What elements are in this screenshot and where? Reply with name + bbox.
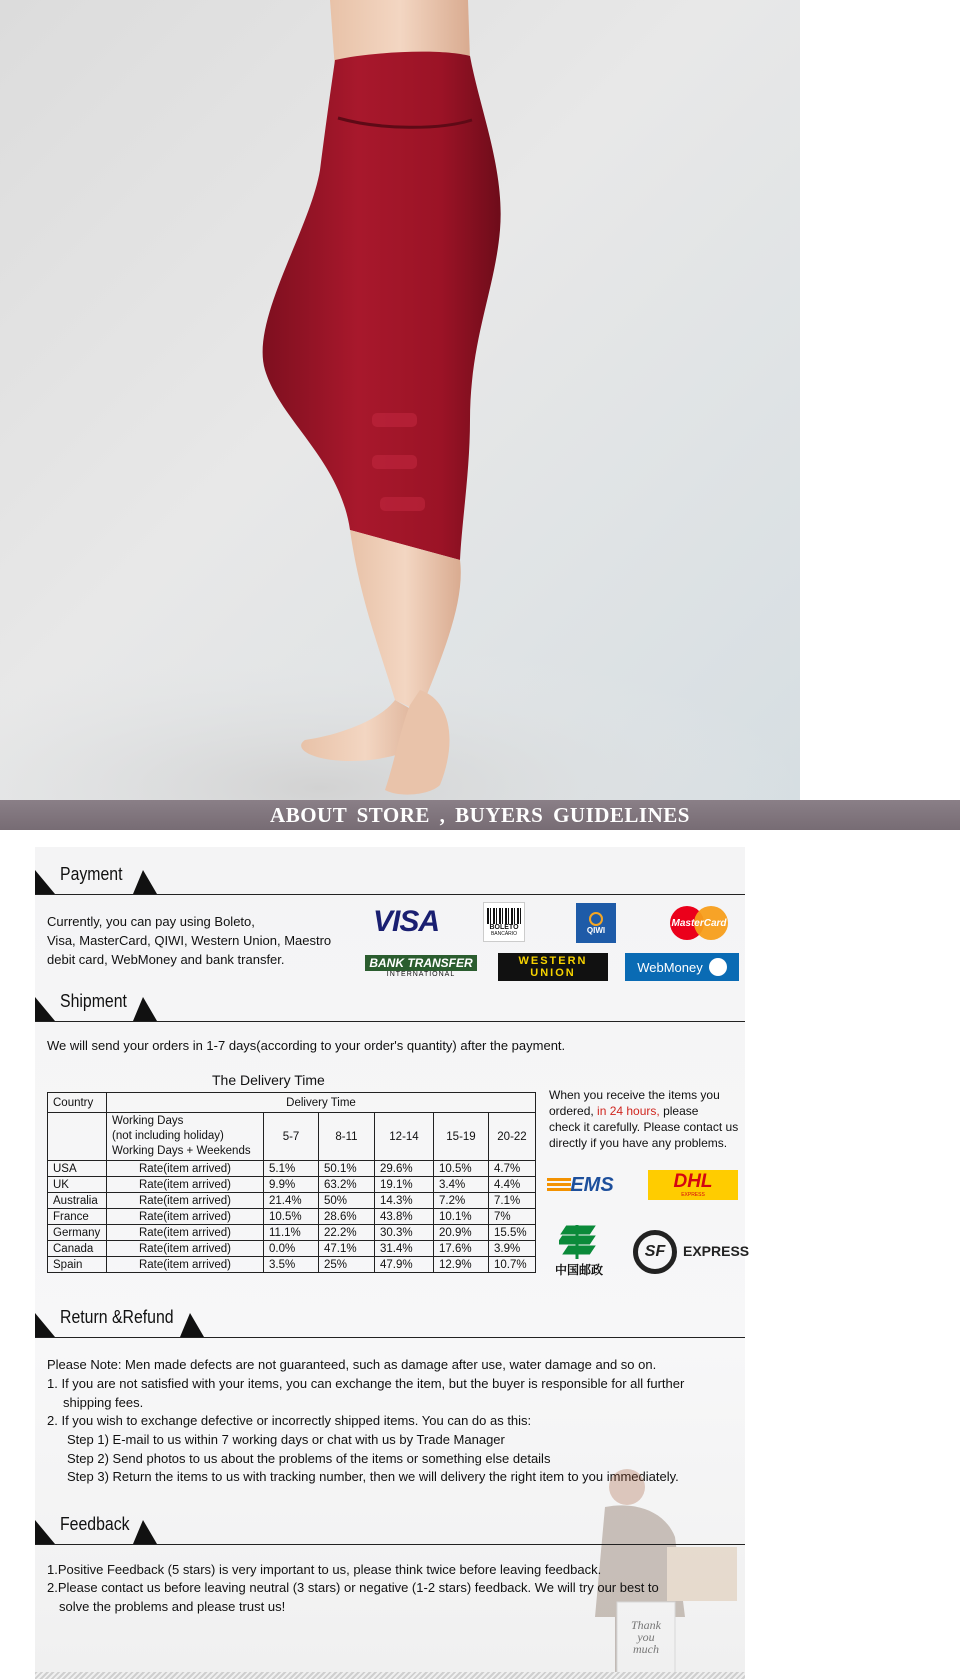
working-days-label: Working Days (not including holiday) Working Days + Weekends [107,1113,264,1161]
ems-logo: EMS [547,1172,619,1198]
divider [35,1544,745,1545]
country-cell: Australia [48,1193,107,1209]
table-row [48,1209,536,1225]
range-header: 12-14 [375,1113,434,1161]
buyer-guidelines [35,847,750,1679]
rate-value-cell: 4.4% [489,1177,536,1193]
rate-value-cell: 63.2% [319,1177,375,1193]
rate-label-cell: Rate(item arrived) [107,1209,264,1225]
triangle-icon [133,997,157,1021]
globe-icon [709,958,727,976]
rate-value-cell: 3.5% [264,1257,319,1273]
rate-label-cell: Rate(item arrived) [107,1257,264,1273]
qiwi-logo: QIWI [576,903,616,943]
table-row [48,1193,536,1209]
table-row [48,1225,536,1241]
table-row [48,1177,536,1193]
table-row [48,1161,536,1177]
rate-label-cell: Rate(item arrived) [107,1241,264,1257]
dhl-logo: DHL EXPRESS [648,1170,738,1200]
rate-value-cell: 0.0% [264,1241,319,1257]
webmoney-logo: WebMoney [625,953,739,981]
triangle-icon [35,870,55,894]
rate-value-cell: 10.7% [489,1257,536,1273]
rate-value-cell: 30.3% [375,1225,434,1241]
rate-value-cell: 9.9% [264,1177,319,1193]
feedback-item: 1.Positive Feedback (5 stars) is very important to us, please think twice before leaving feedback. [47,1562,602,1577]
rate-value-cell: 22.2% [319,1225,375,1241]
triangle-icon [35,1520,55,1544]
triangle-icon [35,997,55,1021]
rate-value-cell: 43.8% [375,1209,434,1225]
refund-item: 1. If you are not satisfied with your items, you can exchange the item, but the buyer is responsible for all further [47,1376,685,1391]
rate-value-cell: 5.1% [264,1161,319,1177]
range-header: 20-22 [489,1113,536,1161]
rate-value-cell: 17.6% [434,1241,489,1257]
rate-value-cell: 10.5% [434,1161,489,1177]
table-subheader-row [48,1113,536,1161]
rate-value-cell: 11.1% [264,1225,319,1241]
shipment-section-header [35,989,745,1021]
refund-heading: Return &Refund [60,1307,174,1327]
rate-label-cell: Rate(item arrived) [107,1161,264,1177]
rate-value-cell: 47.1% [319,1241,375,1257]
rate-value-cell: 50.1% [319,1161,375,1177]
country-cell: Germany [48,1225,107,1241]
triangle-icon [133,870,157,894]
payment-text-line: Visa, MasterCard, QIWI, Western Union, Maestro [47,933,332,948]
rate-value-cell: 14.3% [375,1193,434,1209]
delivery-table-title: The Delivery Time [212,1072,325,1088]
refund-step: Step 1) E-mail to us within 7 working days or chat with us by Trade Manager [67,1432,505,1447]
rate-label-cell: Rate(item arrived) [107,1225,264,1241]
triangle-icon [133,1520,157,1544]
payment-text-line: Currently, you can pay using Boleto, [47,914,255,929]
leggings-illustration [0,0,800,800]
refund-item-continued: shipping fees. [63,1395,144,1410]
table-header-row [48,1093,536,1113]
feedback-item: 2.Please contact us before leaving neutral (3 stars) or negative (1-2 stars) feedback. We will try our best to [47,1580,659,1595]
divider [35,1337,745,1338]
rate-value-cell: 15.5% [489,1225,536,1241]
thank-you-sign: Thank you much [631,1618,661,1656]
panel-bottom-border [35,1672,745,1679]
country-cell: Canada [48,1241,107,1257]
china-post-logo: 中国邮政 [547,1219,611,1281]
refund-note: Please Note: Men made defects are not guaranteed, such as damage after use, water damage and so on. [47,1357,657,1372]
feedback-heading: Feedback [60,1514,130,1534]
divider [35,1021,745,1022]
rate-value-cell: 7.1% [489,1193,536,1209]
triangle-icon [180,1313,204,1337]
bank-transfer-logo: BANK TRANSFER INTERNATIONAL [365,953,477,979]
mastercard-logo: MasterCard [668,904,730,942]
payment-text-line: debit card, WebMoney and bank transfer. [47,952,285,967]
feedback-section-header [35,1512,745,1544]
rate-value-cell: 7.2% [434,1193,489,1209]
rate-label-cell: Rate(item arrived) [107,1193,264,1209]
column-header-country: Country [48,1093,107,1113]
country-cell: France [48,1209,107,1225]
country-cell: UK [48,1177,107,1193]
payment-section-header [35,862,745,894]
china-post-icon [559,1223,599,1261]
rate-label-cell: Rate(item arrived) [107,1177,264,1193]
banner-title: ABOUT STORE , BUYERS GUIDELINES [270,802,690,827]
refund-step: Step 2) Send photos to us about the problems of the items or something else details [67,1451,551,1466]
rate-value-cell: 47.9% [375,1257,434,1273]
rate-value-cell: 25% [319,1257,375,1273]
shipment-intro: We will send your orders in 1-7 days(according to your order's quantity) after the payment. [47,1038,566,1053]
rate-value-cell: 28.6% [319,1209,375,1225]
country-cell: Spain [48,1257,107,1273]
rate-value-cell: 20.9% [434,1225,489,1241]
western-union-logo: WESTERN UNION [498,953,608,981]
range-header: 5-7 [264,1113,319,1161]
rate-value-cell: 10.5% [264,1209,319,1225]
refund-step: Step 3) Return the items to us with tracking number, then we will delivery the right item to you immediately. [67,1469,679,1484]
guidelines-banner [0,800,960,830]
rate-value-cell: 3.4% [434,1177,489,1193]
shipment-heading: Shipment [60,991,127,1011]
range-header: 15-19 [434,1113,489,1161]
divider [35,894,745,895]
delivery-rows [48,1161,536,1273]
column-header-delivery: Delivery Time [107,1093,536,1113]
rate-value-cell: 12.9% [434,1257,489,1273]
visa-logo: VISA [372,905,440,938]
rate-value-cell: 10.1% [434,1209,489,1225]
inspection-note: When you receive the items you ordered, in 24 hours, please check it carefully. Please contact us directly if you have any problems. [549,1088,739,1150]
table-row [48,1257,536,1273]
country-cell: USA [48,1161,107,1177]
feedback-item-continued: solve the problems and please trust us! [59,1599,286,1614]
payment-heading: Payment [60,864,123,884]
sf-express-logo: SF EXPRESS [633,1230,743,1274]
product-photo [0,0,800,800]
rate-value-cell: 50% [319,1193,375,1209]
rate-value-cell: 7% [489,1209,536,1225]
empty-cell [48,1113,107,1161]
rate-value-cell: 3.9% [489,1241,536,1257]
boleto-logo: BOLETO BANCÁRIO [483,902,525,942]
delivery-time-table [47,1092,536,1273]
rate-value-cell: 21.4% [264,1193,319,1209]
rate-value-cell: 31.4% [375,1241,434,1257]
triangle-icon [35,1313,55,1337]
table-row [48,1241,536,1257]
rate-value-cell: 19.1% [375,1177,434,1193]
range-header: 8-11 [319,1113,375,1161]
rate-value-cell: 4.7% [489,1161,536,1177]
refund-section-header [35,1305,745,1337]
refund-item: 2. If you wish to exchange defective or incorrectly shipped items. You can do as this: [47,1413,532,1428]
rate-value-cell: 29.6% [375,1161,434,1177]
